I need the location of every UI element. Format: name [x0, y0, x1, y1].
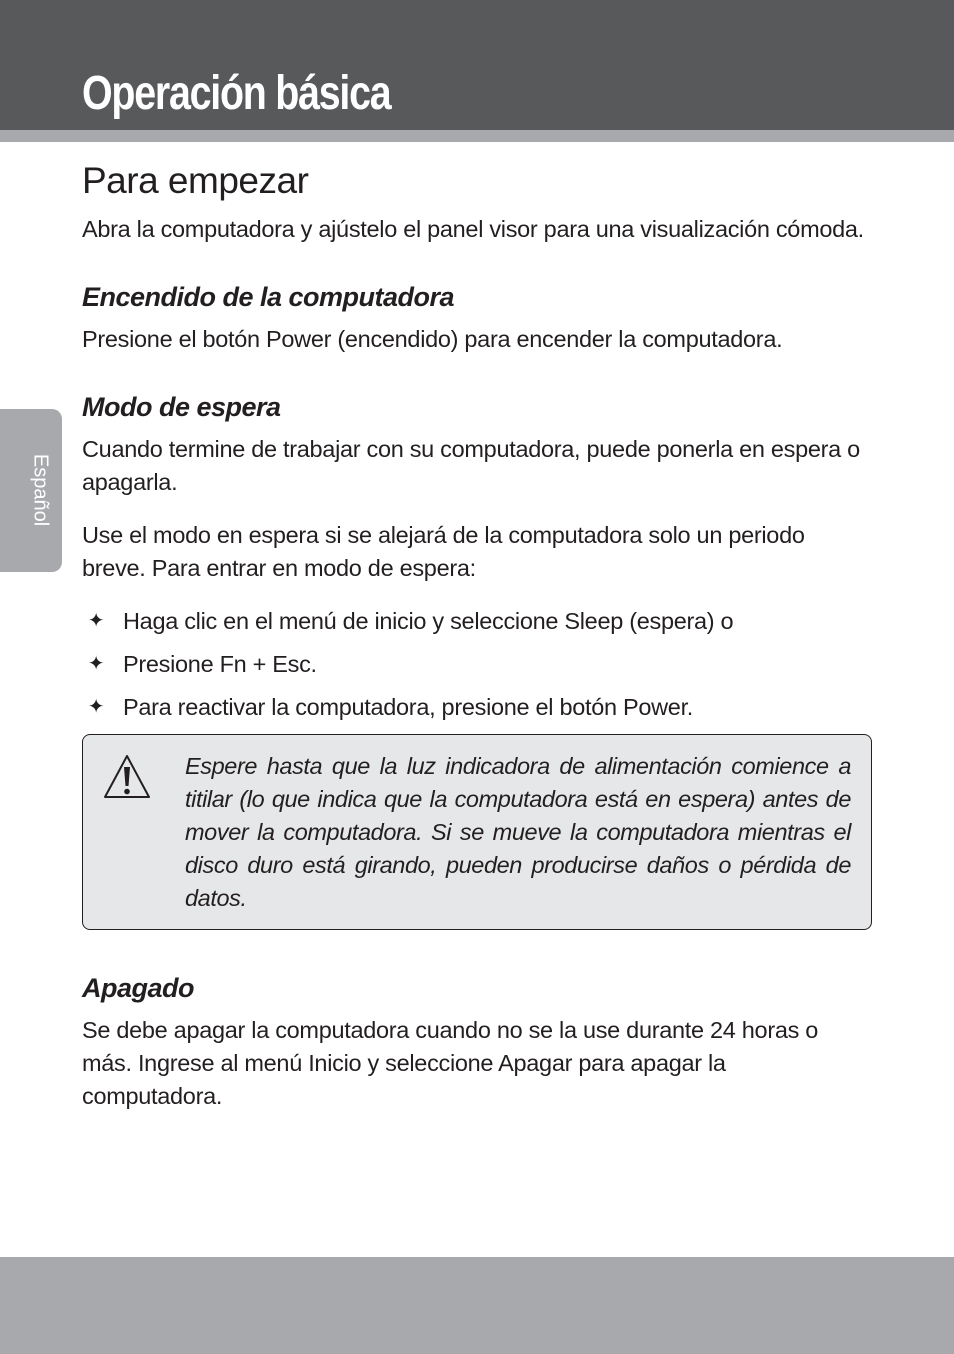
list-item-text: Haga clic en el menú de inicio y seleccione Sleep (espera) o: [123, 608, 734, 634]
list-item: [82, 605, 872, 638]
list-item: [82, 648, 872, 681]
four-point-star-icon: ✦: [87, 653, 105, 675]
language-tab-label: Español: [29, 453, 52, 527]
section-title: Para empezar: [82, 160, 309, 201]
intro-paragraph: Abra la computadora y ajústelo el panel visor para una visualización cómoda.: [82, 216, 864, 242]
warning-text: Espere hasta que la luz indicadora de alimentación comience a titilar (lo que indica que la computadora está en espera) antes de mover la computadora. Si se mueve la computadora mientras el disco duro está girando, pueden producirse daños o pérdida de datos.: [185, 753, 851, 911]
modo-espera-paragraph-2: Use el modo en espera si se alejará de la computadora solo un periodo breve. Para entrar en modo de espera:: [82, 522, 805, 581]
encendido-heading: Encendido de la computadora: [82, 282, 455, 312]
main-content: [82, 155, 872, 1113]
list-item-text: Para reactivar la computadora, presione el botón Power.: [123, 694, 694, 720]
modo-espera-paragraph-1: Cuando termine de trabajar con su computadora, puede ponerla en espera o apagarla.: [82, 436, 860, 495]
header-divider: [0, 130, 954, 142]
steps-list: [82, 605, 872, 724]
warning-triangle-icon: [103, 753, 151, 801]
list-item: [82, 691, 872, 724]
apagado-heading: Apagado: [82, 973, 195, 1003]
modo-espera-heading: Modo de espera: [82, 392, 281, 422]
apagado-paragraph: Se debe apagar la computadora cuando no se la use durante 24 horas o más. Ingrese al menú Inicio y seleccione Apagar para apagar la computadora.: [82, 1017, 819, 1109]
encendido-paragraph: Presione el botón Power (encendido) para encender la computadora.: [82, 326, 783, 352]
page-title: Operación básica: [82, 67, 391, 120]
four-point-star-icon: ✦: [87, 696, 105, 718]
warning-callout: [82, 734, 872, 930]
list-item-text: Presione Fn + Esc.: [123, 651, 317, 677]
four-point-star-icon: ✦: [87, 610, 105, 632]
footer-bar: [0, 1257, 954, 1354]
